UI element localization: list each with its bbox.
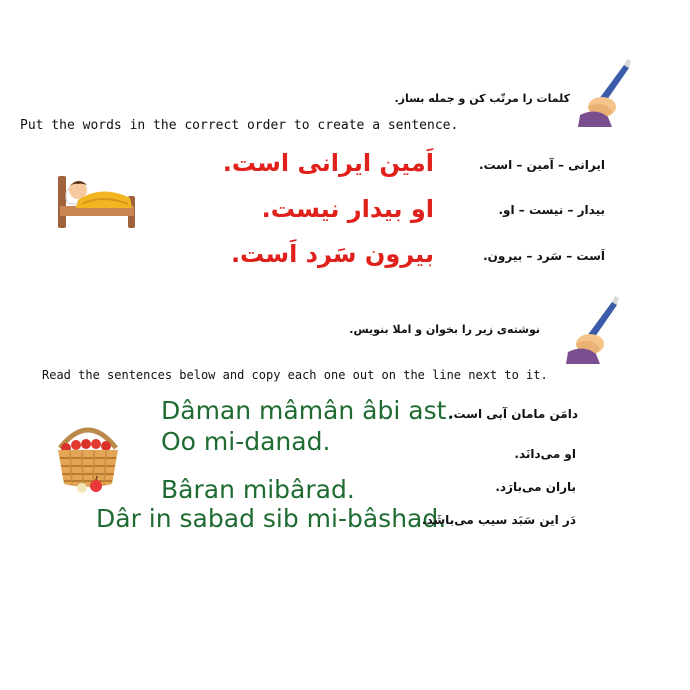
transliteration-3: Bâran mibârad. (161, 475, 355, 504)
answer-1: اَمین ایرانی است. (222, 149, 434, 177)
persian-3: باران می‌بارَد. (495, 480, 576, 494)
pencil-hand-icon (578, 55, 634, 127)
persian-1: دامَن مامان آبی است. (448, 407, 578, 421)
sleeping-child-icon (52, 170, 140, 230)
answer-3: بیرون سَرد اَست. (230, 240, 434, 268)
exercise2-instruction-fa: نوشته‌ی زیر را بخوان و املا بنویس. (349, 323, 540, 336)
pencil-hand-icon (566, 292, 622, 364)
apple-basket-icon (52, 418, 124, 494)
transliteration-2: Oo mi-danad. (161, 427, 331, 456)
scrambled-1: ایرانی – آمین – است. (479, 158, 605, 172)
persian-4: دَر این سَبَد سیب می‌باشَد. (421, 513, 576, 527)
answer-2: او بیدار نیست. (261, 195, 434, 223)
transliteration-4: Dâr in sabad sib mi-bâshad. (96, 504, 447, 533)
exercise2-instruction-en: Read the sentences below and copy each one out on the line next to it. (42, 368, 548, 382)
scrambled-3: اَست – سَرد – بیرون. (483, 249, 605, 263)
persian-2: او می‌دانَد. (514, 447, 576, 461)
exercise1-instruction-en: Put the words in the correct order to create a sentence. (20, 118, 459, 133)
transliteration-1: Dâman mâmân âbi ast. (161, 396, 455, 425)
scrambled-2: بیدار – نیست – او. (498, 203, 605, 217)
exercise1-instruction-fa: کلمات را مرتّب کن و جمله بساز. (394, 92, 570, 105)
